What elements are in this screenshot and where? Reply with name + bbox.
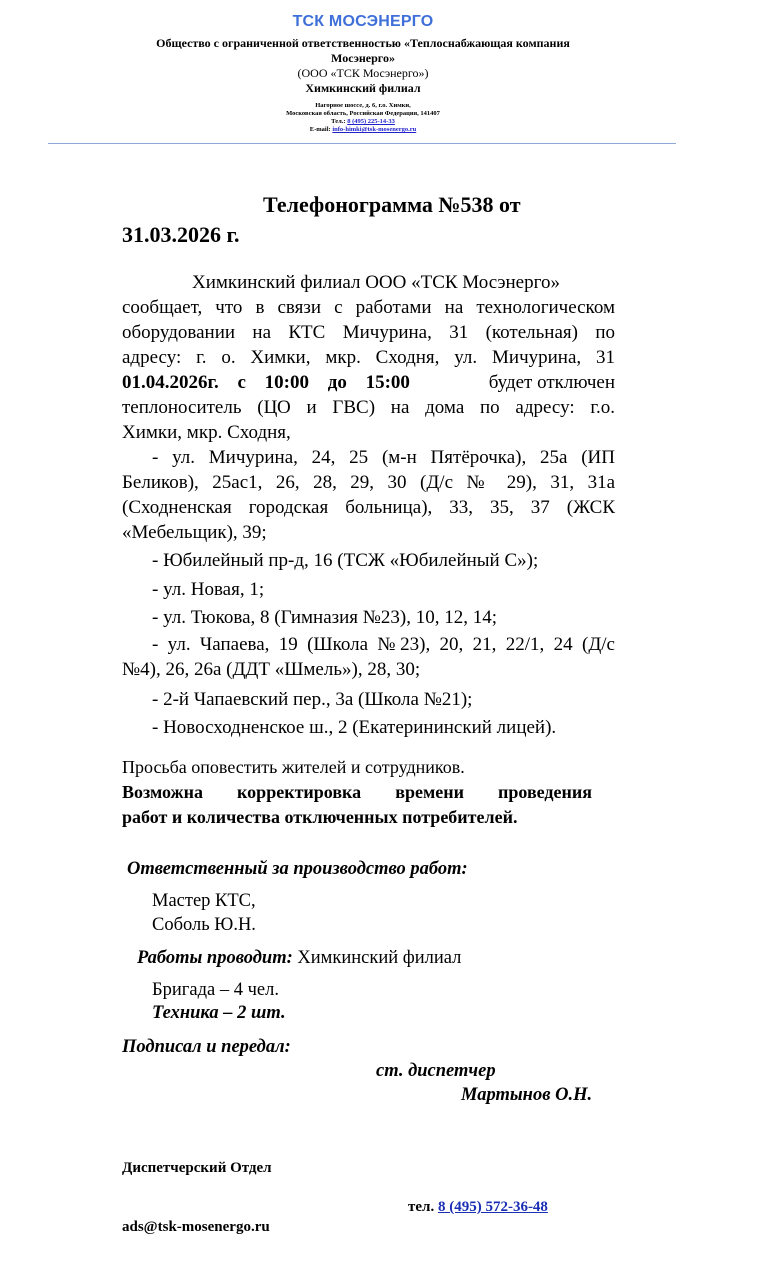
- request-text: Просьба оповестить жителей и сотрудников.: [122, 757, 465, 777]
- footer-email: ads@tsk-mosenergo.ru: [122, 1219, 270, 1235]
- paragraph-line: теплоноситель (ЦО и ГВС) на дома по адресу: г.о.: [122, 397, 615, 418]
- address-item: - ул. Тюкова, 8 (Гимназия №23), 10, 12, 14;: [152, 607, 498, 628]
- paragraph-line: оборудовании на КТС Мичурина, 31 (котельная) по: [122, 322, 615, 343]
- paragraph-line: Химки, мкр. Сходня,: [122, 422, 291, 443]
- responsible-name: Соболь Ю.Н.: [152, 915, 256, 935]
- address-item-line: - ул. Мичурина, 24, 25 (м-н Пятёрочка), 25а (ИП: [152, 447, 615, 468]
- paragraph-line-outage-time: [122, 371, 615, 396]
- org-name-line2: Мосэнерго»: [331, 51, 395, 65]
- signer-role: ст. диспетчер: [376, 1061, 496, 1081]
- address-line1: Нагорное шоссе, д. 6, г.о. Химки,: [315, 102, 411, 109]
- crew-size: Бригада – 4 чел.: [152, 980, 279, 1000]
- header-email: [0, 126, 726, 134]
- branch-name: Химкинский филиал: [305, 81, 421, 95]
- address-item-line: «Мебельщик), 39;: [122, 522, 267, 543]
- footer-phone: [408, 1199, 548, 1216]
- header-email-label: E-mail:: [309, 126, 331, 133]
- signer-name: Мартынов О.Н.: [461, 1085, 593, 1105]
- address-item: - ул. Новая, 1;: [152, 579, 265, 600]
- header-email-link[interactable]: info-himki@tsk-mosenergo.ru: [332, 126, 417, 133]
- header-phone: [0, 118, 726, 126]
- header-divider: [48, 143, 676, 144]
- paragraph-line: адресу: г. о. Химки, мкр. Сходня, ул. Мичурина, 31: [122, 347, 615, 368]
- address-item-line: (Сходненская городская больница), 33, 35, 37 (ЖСК: [122, 497, 615, 518]
- footer-phone-link[interactable]: 8 (495) 572-36-48: [437, 1199, 548, 1215]
- department-name: Диспетчерский Отдел: [122, 1160, 272, 1176]
- paragraph-line: сообщает, что в связи с работами на технологическом: [122, 297, 615, 318]
- header-phone-link[interactable]: 8 (495) 225-14-33: [347, 118, 395, 125]
- works-label: Работы проводит:: [137, 948, 293, 968]
- address-item: - Новосходненское ш., 2 (Екатерининский лицей).: [152, 717, 557, 738]
- address-item-line: №4), 26, 26а (ДДТ «Шмель»), 28, 30;: [122, 659, 421, 680]
- address-item: - Юбилейный пр-д, 16 (ТСЖ «Юбилейный С»);: [152, 550, 539, 571]
- company-logo: ТСК МОСЭНЕРГО: [292, 13, 434, 30]
- outage-text: будет отключен: [488, 372, 615, 393]
- address-line2: Московская область, Российская Федерация, 141407: [286, 110, 440, 117]
- document-title-line2: 31.03.2026 г.: [122, 222, 240, 247]
- document-title-line1: Телефонограмма №538 от: [263, 192, 521, 217]
- org-short-name: (ООО «ТСК Мосэнерго»): [297, 66, 429, 80]
- header-phone-label: Тел.:: [331, 118, 346, 125]
- address-item-line: Беликов), 25ас1, 26, 28, 29, 30 (Д/с № 29), 31, 31а: [122, 472, 615, 493]
- responsible-label: Ответственный за производство работ:: [127, 859, 468, 879]
- responsible-position: Мастер КТС,: [152, 891, 256, 911]
- footer-phone-label: тел.: [408, 1199, 435, 1215]
- address-item-line: - ул. Чапаева, 19 (Школа №23), 20, 21, 22/1, 24 (Д/с: [152, 634, 615, 655]
- org-name-line1: Общество с ограниченной ответственностью «Теплоснабжающая компания: [156, 36, 570, 50]
- address-item: - 2-й Чапаевский пер., 3а (Школа №21);: [152, 689, 473, 710]
- equipment-count: Техника – 2 шт.: [152, 1003, 286, 1023]
- warning-line1: Возможна корректировка времени проведения: [122, 782, 592, 802]
- warning-line2: работ и количества отключенных потребителей.: [122, 807, 518, 827]
- outage-datetime: 01.04.2026г. с 10:00 до 15:00: [122, 372, 410, 393]
- signature-label: Подписал и передал:: [122, 1037, 291, 1057]
- works-value: Химкинский филиал: [297, 948, 462, 968]
- works-line: [137, 948, 461, 969]
- paragraph-line: Химкинский филиал ООО «ТСК Мосэнерго»: [192, 272, 560, 293]
